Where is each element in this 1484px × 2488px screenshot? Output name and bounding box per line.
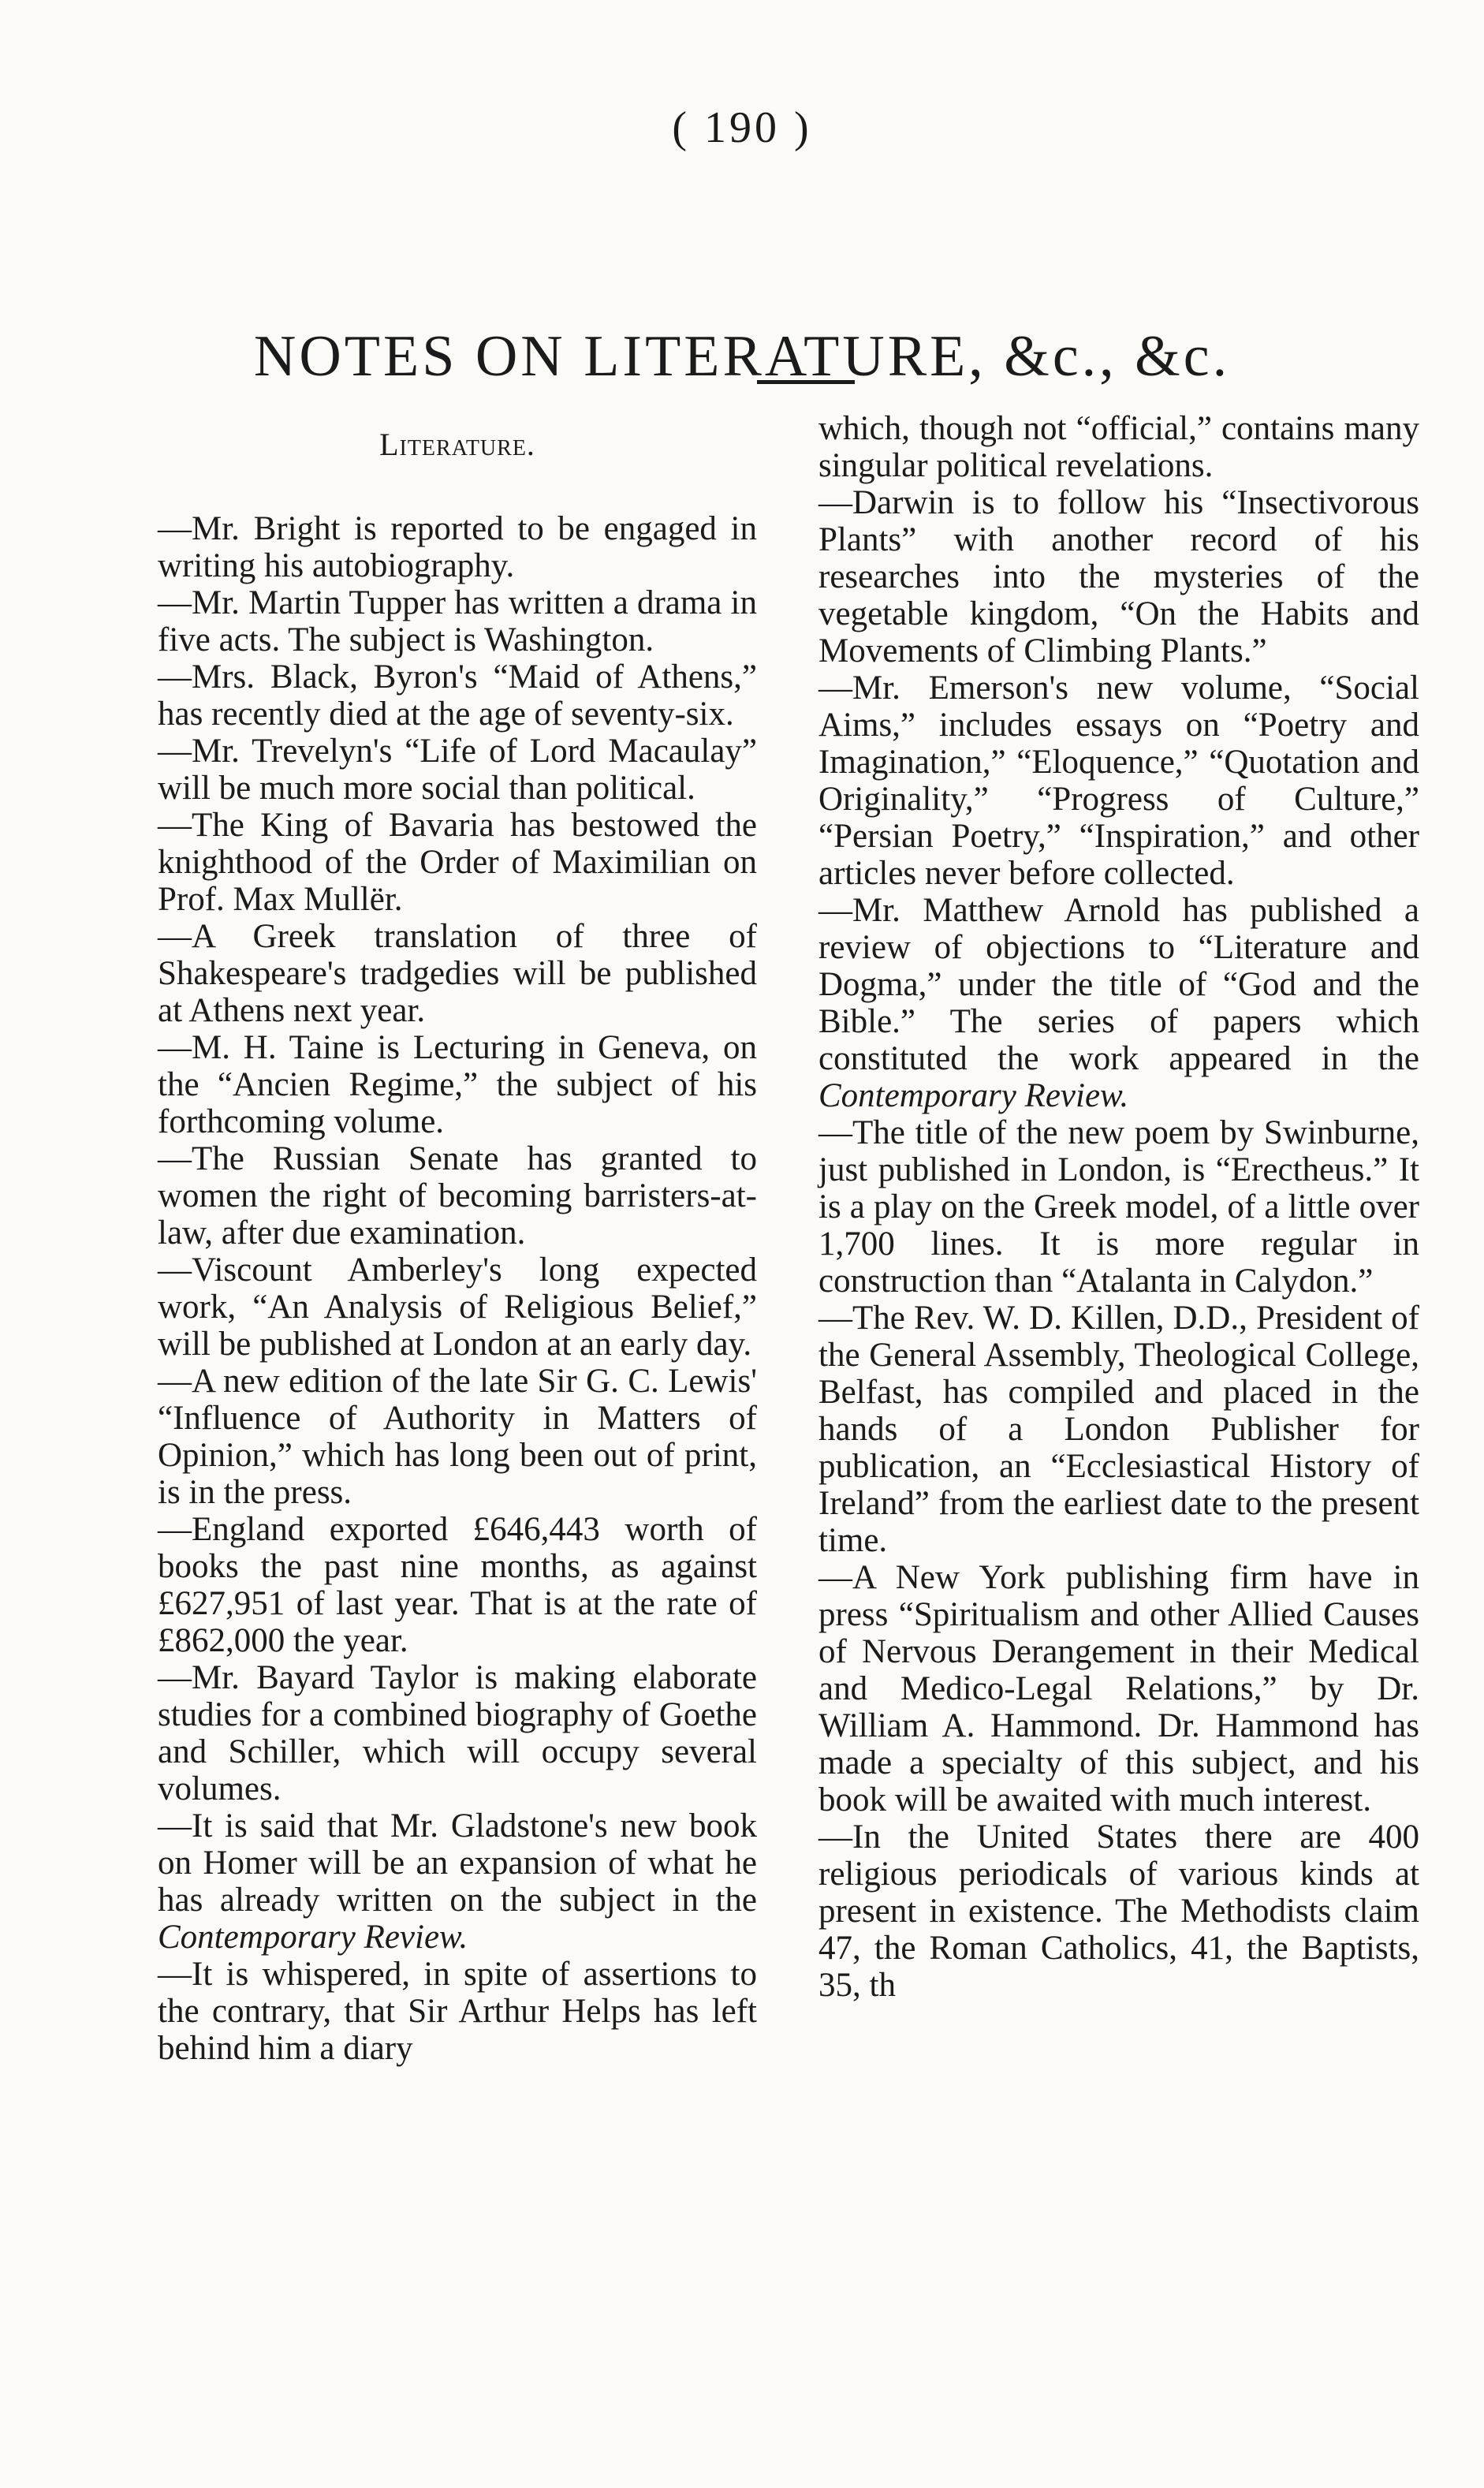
paragraph bbox=[158, 1029, 757, 1140]
italic-title: Contemporary Review. bbox=[818, 1077, 1129, 1114]
paragraph-text: —A new edition of the late Sir G. C. Lewis' “Influence of Authority in Matters of Opinion,” which has long been out of print, is in the press. bbox=[158, 1363, 757, 1511]
paragraph-text: —Viscount Amberley's long expected work, “An Analysis of Religious Belief,” will be published at London at an early day. bbox=[158, 1251, 757, 1363]
paragraph-text: —The Russian Senate has granted to women the right of becoming barristers-at-law, after due examination. bbox=[158, 1140, 757, 1251]
paragraph-text: —The Rev. W. D. Killen, D.D., President of the General Assembly, Theological College, Belfast, has compiled and placed in the hands of a London Publisher for publication, an “Ecclesiastical History of Ireland” from the earliest date to the present time. bbox=[818, 1300, 1419, 1559]
paragraph bbox=[158, 1807, 757, 1956]
paragraph bbox=[158, 1956, 757, 2067]
paragraph bbox=[158, 807, 757, 918]
paragraph bbox=[158, 1511, 757, 1659]
paragraph-text: —A Greek translation of three of Shakespeare's tradgedies will be published at Athens next year. bbox=[158, 918, 757, 1029]
paragraph bbox=[818, 1114, 1419, 1300]
left-column bbox=[158, 410, 757, 2067]
page-title: NOTES ON LITERATURE, &c., &c. bbox=[253, 323, 1231, 389]
paragraph-text: —It is said that Mr. Gladstone's new book on Homer will be an expansion of what he has already written on the subject in the bbox=[158, 1807, 757, 1919]
paragraph-text: —The title of the new poem by Swinburne, just published in London, is “Erectheus.” It is a play on the Greek model, of a little over 1,700 lines. It is more regular in construction than “Atalanta in Calydon.” bbox=[818, 1114, 1419, 1300]
paragraph bbox=[818, 1300, 1419, 1559]
paragraph bbox=[158, 1659, 757, 1807]
paragraph-text: —Mr. Bright is reported to be engaged in writing his autobiography. bbox=[158, 510, 757, 584]
paragraph-text: —Mr. Trevelyn's “Life of Lord Macaulay” will be much more social than political. bbox=[158, 733, 757, 807]
paragraph bbox=[818, 484, 1419, 670]
paragraph-text: —Mr. Bayard Taylor is making elaborate studies for a combined biography of Goethe and Schiller, which will occupy several volumes. bbox=[158, 1659, 757, 1807]
paragraph bbox=[818, 670, 1419, 892]
italic-title: Contemporary Review. bbox=[158, 1919, 468, 1956]
paragraph-text: —Mr. Martin Tupper has written a drama in five acts. The subject is Washington. bbox=[158, 584, 757, 658]
paragraph bbox=[158, 918, 757, 1029]
paragraph-text: —Mr. Emerson's new volume, “Social Aims,” includes essays on “Poetry and Imagination,” “Eloquence,” “Quotation and Originality,” “Progress of Culture,” “Persian Poetry,” “Inspiration,” and other articles never before collected. bbox=[818, 670, 1419, 892]
page-number: ( 190 ) bbox=[672, 103, 812, 152]
paragraph bbox=[158, 584, 757, 658]
left-paragraphs bbox=[158, 510, 757, 2067]
paragraph-text: —Mr. Matthew Arnold has published a review of objections to “Literature and Dogma,” under the title of “God and the Bible.” The series of papers which constituted the work appeared in the bbox=[818, 892, 1419, 1077]
paragraph bbox=[158, 658, 757, 733]
paragraph-text: —M. H. Taine is Lecturing in Geneva, on the “Ancien Regime,” the subject of his forthcoming volume. bbox=[158, 1029, 757, 1140]
paragraph-text: —Darwin is to follow his “Insectivorous Plants” with another record of his researches into the mysteries of the vegetable kingdom, “On the Habits and Movements of Climbing Plants.” bbox=[818, 484, 1419, 670]
paragraph bbox=[818, 892, 1419, 1114]
paragraph-text: —The King of Bavaria has bestowed the knighthood of the Order of Maximilian on Prof. Max Mullër. bbox=[158, 807, 757, 918]
paragraph bbox=[818, 410, 1419, 484]
section-heading: Literature. bbox=[379, 427, 535, 462]
right-column bbox=[818, 410, 1419, 2004]
paragraph-text: —It is whispered, in spite of assertions to the contrary, that Sir Arthur Helps has left behind him a diary bbox=[158, 1956, 757, 2067]
paragraph bbox=[158, 1363, 757, 1511]
paragraph-text: —A New York publishing firm have in press “Spiritualism and other Allied Causes of Nervous Derangement in their Medical and Medico-Legal Relations,” by Dr. William A. Hammond. Dr. Hammond has made a specialty of this subject, and his book will be awaited with much interest. bbox=[818, 1559, 1419, 1818]
paragraph bbox=[818, 1559, 1419, 1818]
right-paragraphs bbox=[818, 410, 1419, 2004]
paragraph-text: which, though not “official,” contains many singular political revelations. bbox=[818, 410, 1419, 484]
paragraph bbox=[818, 1818, 1419, 2004]
paragraph bbox=[158, 510, 757, 584]
paragraph bbox=[158, 733, 757, 807]
paragraph bbox=[158, 1140, 757, 1251]
paragraph-text: —Mrs. Black, Byron's “Maid of Athens,” has recently died at the age of seventy-six. bbox=[158, 658, 757, 733]
title-rule bbox=[757, 380, 855, 384]
paragraph-text: —England exported £646,443 worth of books the past nine months, as against £627,951 of last year. That is at the rate of £862,000 the year. bbox=[158, 1511, 757, 1659]
paragraph-text: —In the United States there are 400 religious periodicals of various kinds at present in existence. The Methodists claim 47, the Roman Catholics, 41, the Baptists, 35, th bbox=[818, 1818, 1419, 2004]
paragraph bbox=[158, 1251, 757, 1363]
